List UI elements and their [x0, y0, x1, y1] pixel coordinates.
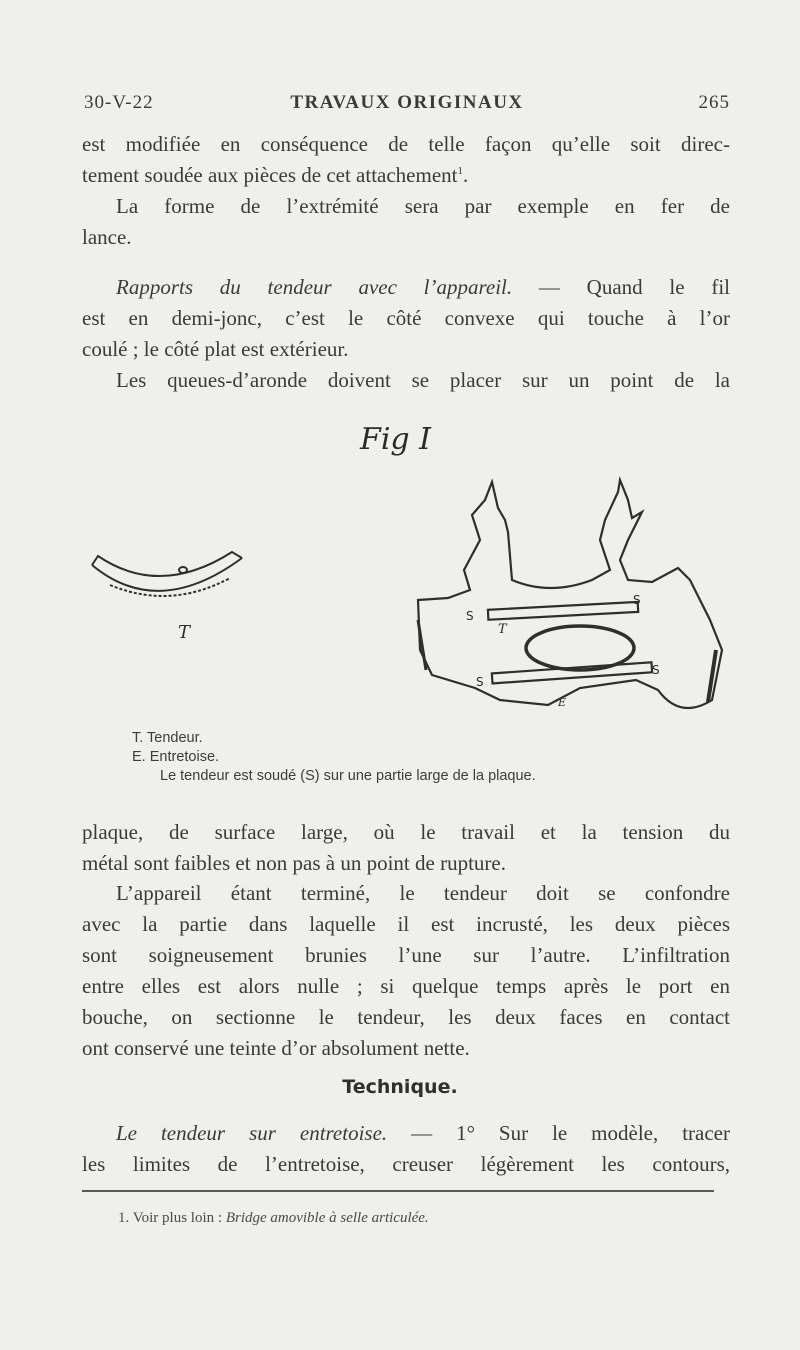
text-line: Le tendeur sur entretoise. — 1° Sur le modèle, tracer	[116, 1121, 730, 1145]
figure-title: Fig I	[360, 422, 432, 457]
paragraph-1	[82, 129, 730, 191]
text-line: entre elles est alors nulle ; si quelque temps après le port en	[82, 974, 730, 998]
tendeur-drawing	[92, 552, 242, 596]
running-header	[84, 92, 730, 122]
paragraph-6	[82, 878, 730, 1064]
text-line: avec la partie dans laquelle il est incrusté, les deux pièces	[82, 912, 730, 936]
text-line: Rapports du tendeur avec l’appareil. — Quand le fil	[116, 275, 730, 299]
text-line: L’appareil étant terminé, le tendeur doit se confondre	[116, 881, 730, 905]
label-t-left: T	[178, 622, 191, 643]
run-in-heading: Rapports du tendeur avec l’appareil.	[116, 275, 513, 299]
text-line: ont conservé une teinte d’or absolument nette.	[82, 1036, 470, 1060]
caption-line: Le tendeur est soudé (S) sur une partie large de la plaque.	[160, 768, 536, 784]
header-section: TRAVAUX ORIGINAUX	[290, 92, 524, 113]
footnote-rule	[82, 1190, 714, 1192]
figure-caption	[132, 729, 692, 786]
label-s-4: S	[652, 663, 660, 677]
footnote	[118, 1210, 429, 1227]
header-date: 30-V-22	[84, 92, 154, 113]
label-e: E	[558, 696, 567, 709]
text-line: sont soigneusement brunies l’une sur l’autre. L’infiltration	[82, 943, 730, 967]
text-line: est en demi-jonc, c’est le côté convexe qui touche à l’or	[82, 306, 730, 330]
paragraph-2	[82, 191, 730, 253]
caption-line: E. Entretoise.	[132, 749, 220, 765]
footnote-ref: 1	[457, 165, 463, 177]
text-line: lance.	[82, 225, 132, 249]
label-s-1: S	[466, 609, 474, 623]
paragraph-4	[82, 365, 730, 396]
text-line: bouche, on sectionne le tendeur, les deux faces en contact	[82, 1005, 730, 1029]
figure-illustration	[80, 420, 740, 730]
text-line: La forme de l’extrémité sera par exemple en fer de	[116, 194, 730, 218]
text-line: coulé ; le côté plat est extérieur.	[82, 337, 349, 361]
label-t-right: T	[498, 622, 507, 637]
paragraph-5	[82, 817, 730, 879]
footnote-prefix: Voir plus loin :	[132, 1210, 226, 1226]
page-number: 265	[698, 92, 730, 113]
caption-line: T. Tendeur.	[132, 730, 203, 746]
label-s-2: S	[633, 593, 641, 607]
plaque-drawing	[418, 480, 722, 708]
text-line: tement soudée aux pièces de cet attachement$^1$.	[82, 163, 469, 187]
footnote-title: Bridge amovible à selle articulée.	[225, 1210, 429, 1226]
text-line: plaque, de surface large, où le travail et la tension du	[82, 820, 730, 844]
paragraph-3	[82, 272, 730, 365]
footnote-number: 1.	[118, 1210, 130, 1226]
text-line: est modifiée en conséquence de telle façon qu’elle soit direc-	[82, 132, 730, 156]
text-line: les limites de l’entretoise, creuser légèrement les contours,	[82, 1152, 730, 1176]
paragraph-7	[82, 1118, 730, 1180]
run-in-heading: Le tendeur sur entretoise.	[116, 1121, 388, 1145]
text-line: métal sont faibles et non pas à un point de rupture.	[82, 851, 506, 875]
section-heading-technique: Technique.	[342, 1076, 458, 1098]
label-s-3: S	[476, 675, 484, 689]
text-line: Les queues-d’aronde doivent se placer sur un point de la	[116, 368, 730, 392]
